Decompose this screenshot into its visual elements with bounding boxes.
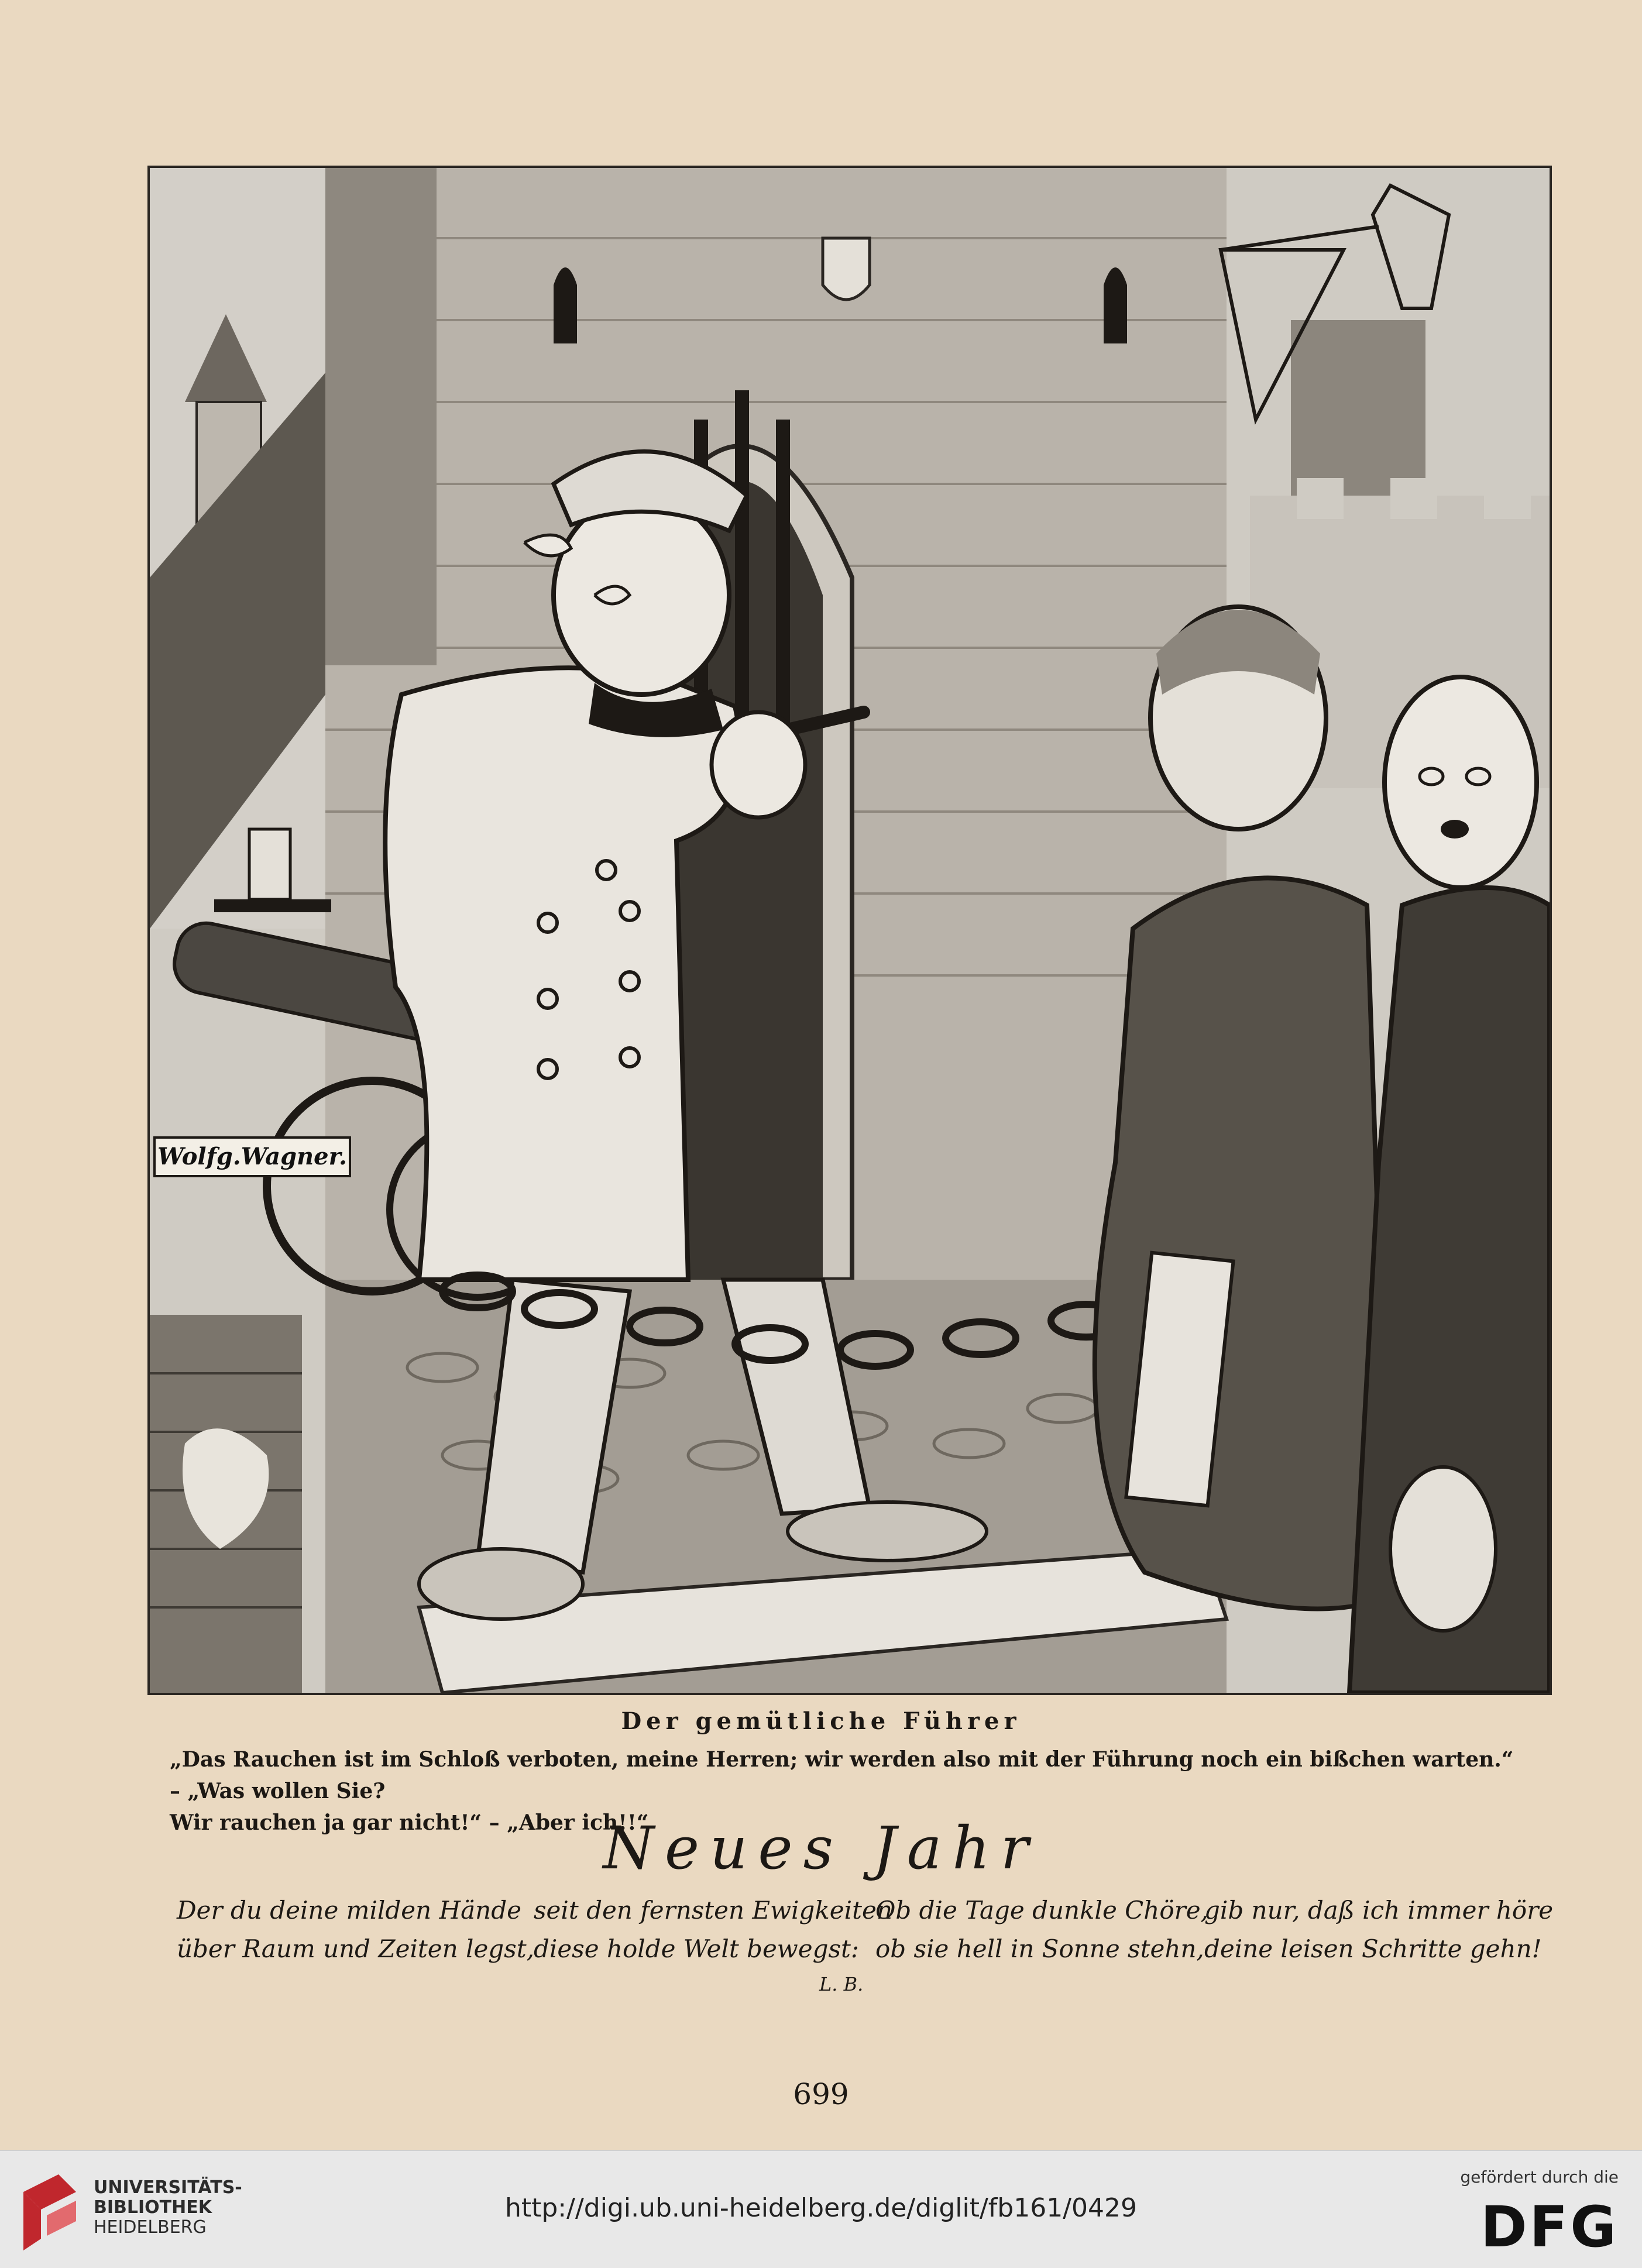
poem-line: über Raum und Zeiten legst, [177,1934,534,1963]
name-sign: Wolfg.Wagner. [153,1136,351,1177]
poem-line: Ob die Tage dunkle Chöre, [875,1896,1208,1925]
dfg-logo: DFG [1480,2194,1619,2260]
poem-stanza-3 [875,1891,1208,1968]
poem-signature: L. B. [819,1973,864,1995]
poem-line: gib nur, daß ich immer höre [1204,1896,1554,1925]
library-name-line-1: UNIVERSITÄTS- [94,2177,242,2198]
poem-line: ob sie hell in Sonne stehn, [875,1934,1204,1963]
poem-title: Neues Jahr [603,1814,1039,1882]
library-name-line-3: HEIDELBERG [94,2217,207,2238]
poem-line: diese holde Welt bewegst: [534,1934,860,1963]
funding-note: gefördert durch die [1460,2167,1619,2187]
poem-stanza-2 [534,1891,892,1968]
caption-line-1: „Das Rauchen ist im Schloß verboten, meine Herren; wir werden also mit der Führung noch ein bißchen warten.“ – „Was wollen Sie? [170,1747,1514,1803]
permalink-url[interactable]: http://digi.ub.uni-heidelberg.de/diglit/fb161/0429 [504,2193,1138,2223]
poem-line: seit den fernsten Ewigkeiten [534,1896,892,1925]
viewer-footer [0,2150,1642,2268]
poem-stanza-1 [177,1891,534,1968]
poem-line: deine leisen Schritte gehn! [1204,1934,1542,1963]
caption-title: Der gemütliche Führer [621,1707,1021,1735]
caption-line-2: Wir rauchen ja gar nicht!“ – „Aber ich!!“ [170,1810,649,1835]
cartoon-drawing [150,168,1550,1693]
poem-stanza-4 [1204,1891,1553,1968]
library-name-line-2: BIBLIOTHEK [94,2197,212,2218]
poem-line: Der du deine milden Hände [177,1896,521,1925]
cartoon-illustration [147,166,1552,1695]
page-number: 699 [793,2077,849,2111]
